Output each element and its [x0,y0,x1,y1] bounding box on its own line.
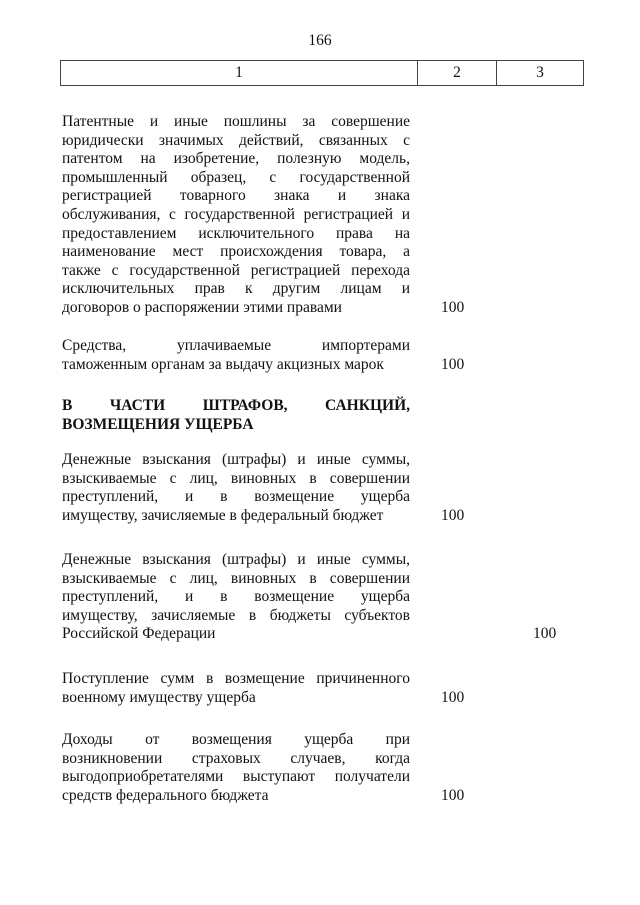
text-line: преступлений, и в возмещение ущерба [62,488,410,506]
revenue-item-text [62,551,410,644]
revenue-item-text [62,670,410,707]
text-line: взыскиваемые с лиц, виновных в совершении [62,469,410,487]
revenue-item-text [62,451,410,525]
text-line: В ЧАСТИ ШТРАФОВ, САНКЦИЙ, [62,397,410,414]
text-line: обслуживания, с государственной регистрацией и [62,205,410,223]
column-2-value: 100 [441,506,465,524]
text-line: Денежные взыскания (штрафы) и иные суммы, [62,451,410,468]
text-line: Российской Федерации [62,625,216,643]
revenue-item-text [62,731,410,805]
text-line: ВОЗМЕЩЕНИЯ УЩЕРБА [62,415,254,433]
column-2-value: 100 [441,355,465,373]
text-line: таможенным органам за выдачу акцизных марок [62,355,384,373]
text-line: военному имуществу ущерба [62,688,256,706]
text-line: преступлений, и в возмещение ущерба [62,588,410,606]
text-line: Поступление сумм в возмещение причиненного [62,670,410,687]
column-3-value: 100 [533,625,557,643]
text-line: договоров о распоряжении этими правами [62,298,342,316]
revenue-item-text [62,113,410,318]
column-header-3: 3 [536,64,544,81]
table-header [60,60,584,86]
column-header-2: 2 [418,61,497,85]
text-line: имуществу, зачисляемые в бюджеты субъектов [62,606,410,624]
text-line: возникновении страховых случаев, когда [62,749,410,767]
text-line: юридически значимых действий, связанных с [62,131,410,149]
revenue-item-text [62,337,410,374]
text-line: регистрацией товарного знака и знака [62,187,410,205]
text-line: Патентные и иные пошлины за совершение [62,113,410,130]
column-2-value: 100 [441,299,465,316]
section-heading [62,397,410,434]
text-line: также с государственной регистрацией перехода [62,261,410,279]
column-header-1: 1 [61,61,418,85]
page-number: 166 [308,32,332,49]
text-line: выгодоприобретателями выступают получатели [62,768,410,786]
text-line: взыскиваемые с лиц, виновных в совершении [62,569,410,587]
text-line: исключительных прав к другим лицам и [62,280,410,298]
text-line: Денежные взыскания (штрафы) и иные суммы, [62,551,410,568]
text-line: промышленный образец, с государственной [62,168,410,186]
text-line: патентом на изобретение, полезную модель, [62,150,410,168]
text-line: Доходы от возмещения ущерба при [62,731,410,748]
text-line: наименование мест происхождения товара, а [62,243,410,261]
text-line: имуществу, зачисляемые в федеральный бюджет [62,506,384,524]
text-line: предоставлением исключительного права на [62,224,410,242]
column-2-value: 100 [441,786,465,804]
text-line: Средства, уплачиваемые импортерами [62,337,410,354]
text-line: средств федерального бюджета [62,786,269,804]
column-2-value: 100 [441,688,465,706]
